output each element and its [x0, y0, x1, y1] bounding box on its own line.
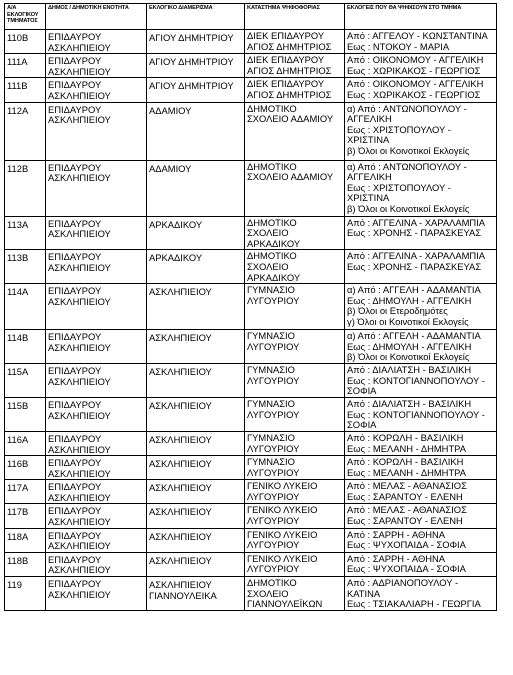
electoral-division-cell: ΑΓΙΟΥ ΔΗΜΗΤΡΙΟΥ	[147, 78, 245, 102]
polling-station-cell: ΔΙΕΚ ΕΠΙΔΑΥΡΟΥ ΑΓΙΟΣ ΔΗΜΗΤΡΙΟΣ	[245, 30, 345, 54]
table-row	[5, 504, 497, 528]
table-row	[5, 250, 497, 284]
electoral-division-cell: ΑΣΚΛΗΠΙΕΙΟΥ	[147, 397, 245, 431]
municipality-cell: ΕΠΙΔΑΥΡΟΥ ΑΣΚΛΗΠΙΕΙΟΥ	[46, 250, 147, 284]
electoral-division-cell: ΑΣΚΛΗΠΙΕΙΟΥ	[147, 480, 245, 504]
header-division: ΕΚΛΟΓΙΚΟ ΔΙΑΜΕΡΙΣΜΑ	[147, 4, 245, 30]
voters-range-cell: α) Από : ΑΓΓΕΛΗ - ΑΔΑΜΑΝΤΙΑ Εως : ΔΗΜΟΥΛΗ - ΑΓΓΕΛΙΚΗ β) Όλοι οι Ετεροδημότες γ) Όλοι οι Κοινοτικοί Εκλογείς	[345, 284, 497, 330]
polling-station-cell: ΓΕΝΙΚΟ ΛΥΚΕΙΟ ΛΥΓΟΥΡΙΟΥ	[245, 552, 345, 576]
section-number: 115Β	[5, 397, 46, 431]
section-number: 114Β	[5, 330, 46, 364]
polling-station-cell: ΓΕΝΙΚΟ ΛΥΚΕΙΟ ΛΥΓΟΥΡΙΟΥ	[245, 528, 345, 552]
section-number: 116Α	[5, 431, 46, 455]
table-row	[5, 160, 497, 216]
voters-range-cell: Από : ΜΕΛΑΣ - ΑΘΑΝΑΣΙΟΣ Εως : ΣΑΡΑΝΤΟΥ - ΕΛΕΝΗ	[345, 480, 497, 504]
polling-station-cell: ΔΗΜΟΤΙΚΟ ΣΧΟΛΕΙΟ ΓΙΑΝΝΟΥΛΕΪΚΩΝ	[245, 577, 345, 611]
polling-station-cell: ΓΥΜΝΑΣΙΟ ΛΥΓΟΥΡΙΟΥ	[245, 363, 345, 397]
municipality-cell: ΕΠΙΔΑΥΡΟΥ ΑΣΚΛΗΠΙΕΙΟΥ	[46, 431, 147, 455]
section-number: 118Β	[5, 552, 46, 576]
table-row	[5, 363, 497, 397]
polling-station-cell: ΓΥΜΝΑΣΙΟ ΛΥΓΟΥΡΙΟΥ	[245, 456, 345, 480]
table-row	[5, 552, 497, 576]
municipality-cell: ΕΠΙΔΑΥΡΟΥ ΑΣΚΛΗΠΙΕΙΟΥ	[46, 397, 147, 431]
polling-station-cell: ΔΙΕΚ ΕΠΙΔΑΥΡΟΥ ΑΓΙΟΣ ΔΗΜΗΤΡΙΟΣ	[245, 78, 345, 102]
voters-range-cell: Από : ΜΕΛΑΣ - ΑΘΑΝΑΣΙΟΣ Εως : ΣΑΡΑΝΤΟΥ - ΕΛΕΝΗ	[345, 504, 497, 528]
municipality-cell: ΕΠΙΔΑΥΡΟΥ ΑΣΚΛΗΠΙΕΙΟΥ	[46, 330, 147, 364]
municipality-cell: ΕΠΙΔΑΥΡΟΥ ΑΣΚΛΗΠΙΕΙΟΥ	[46, 30, 147, 54]
electoral-division-cell: ΑΣΚΛΗΠΙΕΙΟΥ	[147, 528, 245, 552]
voters-range-cell: Από : ΟΙΚΟΝΟΜΟΥ - ΑΓΓΕΛΙΚΗ Εως : ΧΩΡΙΚΑΚΟΣ - ΓΕΩΡΓΙΟΣ	[345, 78, 497, 102]
polling-station-cell: ΔΗΜΟΤΙΚΟ ΣΧΟΛΕΙΟ ΑΔΑΜΙΟΥ	[245, 102, 345, 160]
municipality-cell: ΕΠΙΔΑΥΡΟΥ ΑΣΚΛΗΠΙΕΙΟΥ	[46, 552, 147, 576]
table-row	[5, 480, 497, 504]
electoral-division-cell: ΑΡΚΑΔΙΚΟΥ	[147, 250, 245, 284]
voters-range-cell: α) Από : ΑΝΤΩΝΟΠΟΥΛΟΥ - ΑΓΓΕΛΙΚΗ Εως : ΧΡΙΣΤΟΠΟΥΛΟΥ - ΧΡΙΣΤΙΝΑ β) Όλοι οι Κοινοτικοί Εκλογείς	[345, 160, 497, 216]
polling-station-cell: ΓΥΜΝΑΣΙΟ ΛΥΓΟΥΡΙΟΥ	[245, 397, 345, 431]
section-number: 113Α	[5, 216, 46, 250]
polling-station-cell: ΓΕΝΙΚΟ ΛΥΚΕΙΟ ΛΥΓΟΥΡΙΟΥ	[245, 504, 345, 528]
electoral-division-cell: ΑΔΑΜΙΟΥ	[147, 160, 245, 216]
municipality-cell: ΕΠΙΔΑΥΡΟΥ ΑΣΚΛΗΠΙΕΙΟΥ	[46, 160, 147, 216]
table-row	[5, 397, 497, 431]
municipality-cell: ΕΠΙΔΑΥΡΟΥ ΑΣΚΛΗΠΙΕΙΟΥ	[46, 504, 147, 528]
electoral-division-cell: ΑΣΚΛΗΠΙΕΙΟΥ	[147, 284, 245, 330]
header-voters: ΕΚΛΟΓΕΙΣ ΠΟΥ ΘΑ ΨΗΦΙΣΟΥΝ ΣΤΟ ΤΜΗΜΑ	[345, 4, 497, 30]
section-number: 111Β	[5, 78, 46, 102]
header-station: ΚΑΤΑΣΤΗΜΑ ΨΗΦΟΦΟΡΙΑΣ	[245, 4, 345, 30]
header-row	[5, 4, 497, 30]
section-number: 119	[5, 577, 46, 611]
municipality-cell: ΕΠΙΔΑΥΡΟΥ ΑΣΚΛΗΠΙΕΙΟΥ	[46, 78, 147, 102]
municipality-cell: ΕΠΙΔΑΥΡΟΥ ΑΣΚΛΗΠΙΕΙΟΥ	[46, 216, 147, 250]
voters-range-cell: Από : ΑΓΓΕΛΟΥ - ΚΩΝΣΤΑΝΤΙΝΑ Εως : ΝΤΟΚΟΥ - ΜΑΡΙΑ	[345, 30, 497, 54]
polling-station-cell: ΔΗΜΟΤΙΚΟ ΣΧΟΛΕΙΟ ΑΡΚΑΔΙΚΟΥ	[245, 216, 345, 250]
municipality-cell: ΕΠΙΔΑΥΡΟΥ ΑΣΚΛΗΠΙΕΙΟΥ	[46, 456, 147, 480]
section-number: 118Α	[5, 528, 46, 552]
polling-station-cell: ΓΥΜΝΑΣΙΟ ΛΥΓΟΥΡΙΟΥ	[245, 431, 345, 455]
electoral-division-cell: ΑΣΚΛΗΠΙΕΙΟΥ ΓΙΑΝΝΟΥΛΕΙΚΑ	[147, 577, 245, 611]
electoral-division-cell: ΑΣΚΛΗΠΙΕΙΟΥ	[147, 330, 245, 364]
polling-station-cell: ΓΥΜΝΑΣΙΟ ΛΥΓΟΥΡΙΟΥ	[245, 330, 345, 364]
voters-range-cell: Από : ΣΑΡΡΗ - ΑΘΗΝΑ Εως : ΨΥΧΟΠΑΙΔΑ - ΣΟΦΙΑ	[345, 528, 497, 552]
voters-range-cell: Από : ΔΙΑΛΙΑΤΣΗ - ΒΑΣΙΛΙΚΗ Εως : ΚΟΝΤΟΓΙΑΝΝΟΠΟΥΛΟΥ - ΣΟΦΙΑ	[345, 363, 497, 397]
polling-station-cell: ΔΗΜΟΤΙΚΟ ΣΧΟΛΕΙΟ ΑΔΑΜΙΟΥ	[245, 160, 345, 216]
section-number: 110Β	[5, 30, 46, 54]
section-number: 117Α	[5, 480, 46, 504]
table-row	[5, 78, 497, 102]
voters-range-cell: α) Από : ΑΝΤΩΝΟΠΟΥΛΟΥ - ΑΓΓΕΛΙΚΗ Εως : ΧΡΙΣΤΟΠΟΥΛΟΥ - ΧΡΙΣΤΙΝΑ β) Όλοι οι Κοινοτικοί Εκλογείς	[345, 102, 497, 160]
table-row	[5, 30, 497, 54]
section-number: 111Α	[5, 54, 46, 78]
table-row	[5, 456, 497, 480]
voters-range-cell: Από : ΔΙΑΛΙΑΤΣΗ - ΒΑΣΙΛΙΚΗ Εως : ΚΟΝΤΟΓΙΑΝΝΟΠΟΥΛΟΥ - ΣΟΦΙΑ	[345, 397, 497, 431]
table-row	[5, 431, 497, 455]
voters-range-cell: Από : ΑΓΓΕΛΙΝΑ - ΧΑΡΑΛΑΜΠΙΑ Εως : ΧΡΟΝΗΣ - ΠΑΡΑΣΚΕΥΑΣ	[345, 250, 497, 284]
electoral-division-cell: ΑΣΚΛΗΠΙΕΙΟΥ	[147, 456, 245, 480]
table-row	[5, 102, 497, 160]
section-number: 112Α	[5, 102, 46, 160]
voters-range-cell: Από : ΣΑΡΡΗ - ΑΘΗΝΑ Εως : ΨΥΧΟΠΑΙΔΑ - ΣΟΦΙΑ	[345, 552, 497, 576]
table-row	[5, 284, 497, 330]
section-number: 113Β	[5, 250, 46, 284]
section-number: 112Β	[5, 160, 46, 216]
section-number: 114Α	[5, 284, 46, 330]
electoral-division-cell: ΑΓΙΟΥ ΔΗΜΗΤΡΙΟΥ	[147, 30, 245, 54]
polling-station-cell: ΔΗΜΟΤΙΚΟ ΣΧΟΛΕΙΟ ΑΡΚΑΔΙΚΟΥ	[245, 250, 345, 284]
municipality-cell: ΕΠΙΔΑΥΡΟΥ ΑΣΚΛΗΠΙΕΙΟΥ	[46, 54, 147, 78]
municipality-cell: ΕΠΙΔΑΥΡΟΥ ΑΣΚΛΗΠΙΕΙΟΥ	[46, 528, 147, 552]
section-number: 117Β	[5, 504, 46, 528]
table-row	[5, 216, 497, 250]
electoral-division-cell: ΑΔΑΜΙΟΥ	[147, 102, 245, 160]
voters-range-cell: Από : ΚΟΡΩΛΗ - ΒΑΣΙΛΙΚΗ Εως : ΜΕΛΑΝΗ - ΔΗΜΗΤΡΑ	[345, 456, 497, 480]
section-number: 115Α	[5, 363, 46, 397]
electoral-division-cell: ΑΣΚΛΗΠΙΕΙΟΥ	[147, 504, 245, 528]
table-row	[5, 330, 497, 364]
municipality-cell: ΕΠΙΔΑΥΡΟΥ ΑΣΚΛΗΠΙΕΙΟΥ	[46, 480, 147, 504]
section-number: 116Β	[5, 456, 46, 480]
header-municipality: ΔΗΜΟΣ / ΔΗΜΟΤΙΚΗ ΕΝΟΤΗΤΑ	[46, 4, 147, 30]
table-row	[5, 54, 497, 78]
municipality-cell: ΕΠΙΔΑΥΡΟΥ ΑΣΚΛΗΠΙΕΙΟΥ	[46, 102, 147, 160]
table-row	[5, 577, 497, 611]
voters-range-cell: Από : ΑΓΓΕΛΙΝΑ - ΧΑΡΑΛΑΜΠΙΑ Εως : ΧΡΟΝΗΣ - ΠΑΡΑΣΚΕΥΑΣ	[345, 216, 497, 250]
table-body	[5, 30, 497, 611]
municipality-cell: ΕΠΙΔΑΥΡΟΥ ΑΣΚΛΗΠΙΕΙΟΥ	[46, 577, 147, 611]
municipality-cell: ΕΠΙΔΑΥΡΟΥ ΑΣΚΛΗΠΙΕΙΟΥ	[46, 284, 147, 330]
electoral-division-cell: ΑΣΚΛΗΠΙΕΙΟΥ	[147, 431, 245, 455]
polling-station-cell: ΓΥΜΝΑΣΙΟ ΛΥΓΟΥΡΙΟΥ	[245, 284, 345, 330]
voters-range-cell: Από : ΚΟΡΩΛΗ - ΒΑΣΙΛΙΚΗ Εως : ΜΕΛΑΝΗ - ΔΗΜΗΤΡΑ	[345, 431, 497, 455]
polling-sections-table	[4, 3, 497, 611]
polling-station-cell: ΔΙΕΚ ΕΠΙΔΑΥΡΟΥ ΑΓΙΟΣ ΔΗΜΗΤΡΙΟΣ	[245, 54, 345, 78]
voters-range-cell: α) Από : ΑΓΓΕΛΗ - ΑΔΑΜΑΝΤΙΑ Εως : ΔΗΜΟΥΛΗ - ΑΓΓΕΛΙΚΗ β) Όλοι οι Κοινοτικοί Εκλογείς	[345, 330, 497, 364]
polling-sections-document	[4, 3, 496, 611]
electoral-division-cell: ΑΣΚΛΗΠΙΕΙΟΥ	[147, 552, 245, 576]
voters-range-cell: Από : ΑΔΡΙΑΝΟΠΟΥΛΟΥ - ΚΑΤΙΝΑ Εως : ΤΣΙΑΚΑΛΙΑΡΗ - ΓΕΩΡΓΙΑ	[345, 577, 497, 611]
table-row	[5, 528, 497, 552]
voters-range-cell: Από : ΟΙΚΟΝΟΜΟΥ - ΑΓΓΕΛΙΚΗ Εως : ΧΩΡΙΚΑΚΟΣ - ΓΕΩΡΓΙΟΣ	[345, 54, 497, 78]
municipality-cell: ΕΠΙΔΑΥΡΟΥ ΑΣΚΛΗΠΙΕΙΟΥ	[46, 363, 147, 397]
electoral-division-cell: ΑΓΙΟΥ ΔΗΜΗΤΡΙΟΥ	[147, 54, 245, 78]
polling-station-cell: ΓΕΝΙΚΟ ΛΥΚΕΙΟ ΛΥΓΟΥΡΙΟΥ	[245, 480, 345, 504]
header-dept: Α/Α ΕΚΛΟΓΙΚΟΥ ΤΜΗΜΑΤΟΣ	[5, 4, 46, 30]
electoral-division-cell: ΑΣΚΛΗΠΙΕΙΟΥ	[147, 363, 245, 397]
electoral-division-cell: ΑΡΚΑΔΙΚΟΥ	[147, 216, 245, 250]
